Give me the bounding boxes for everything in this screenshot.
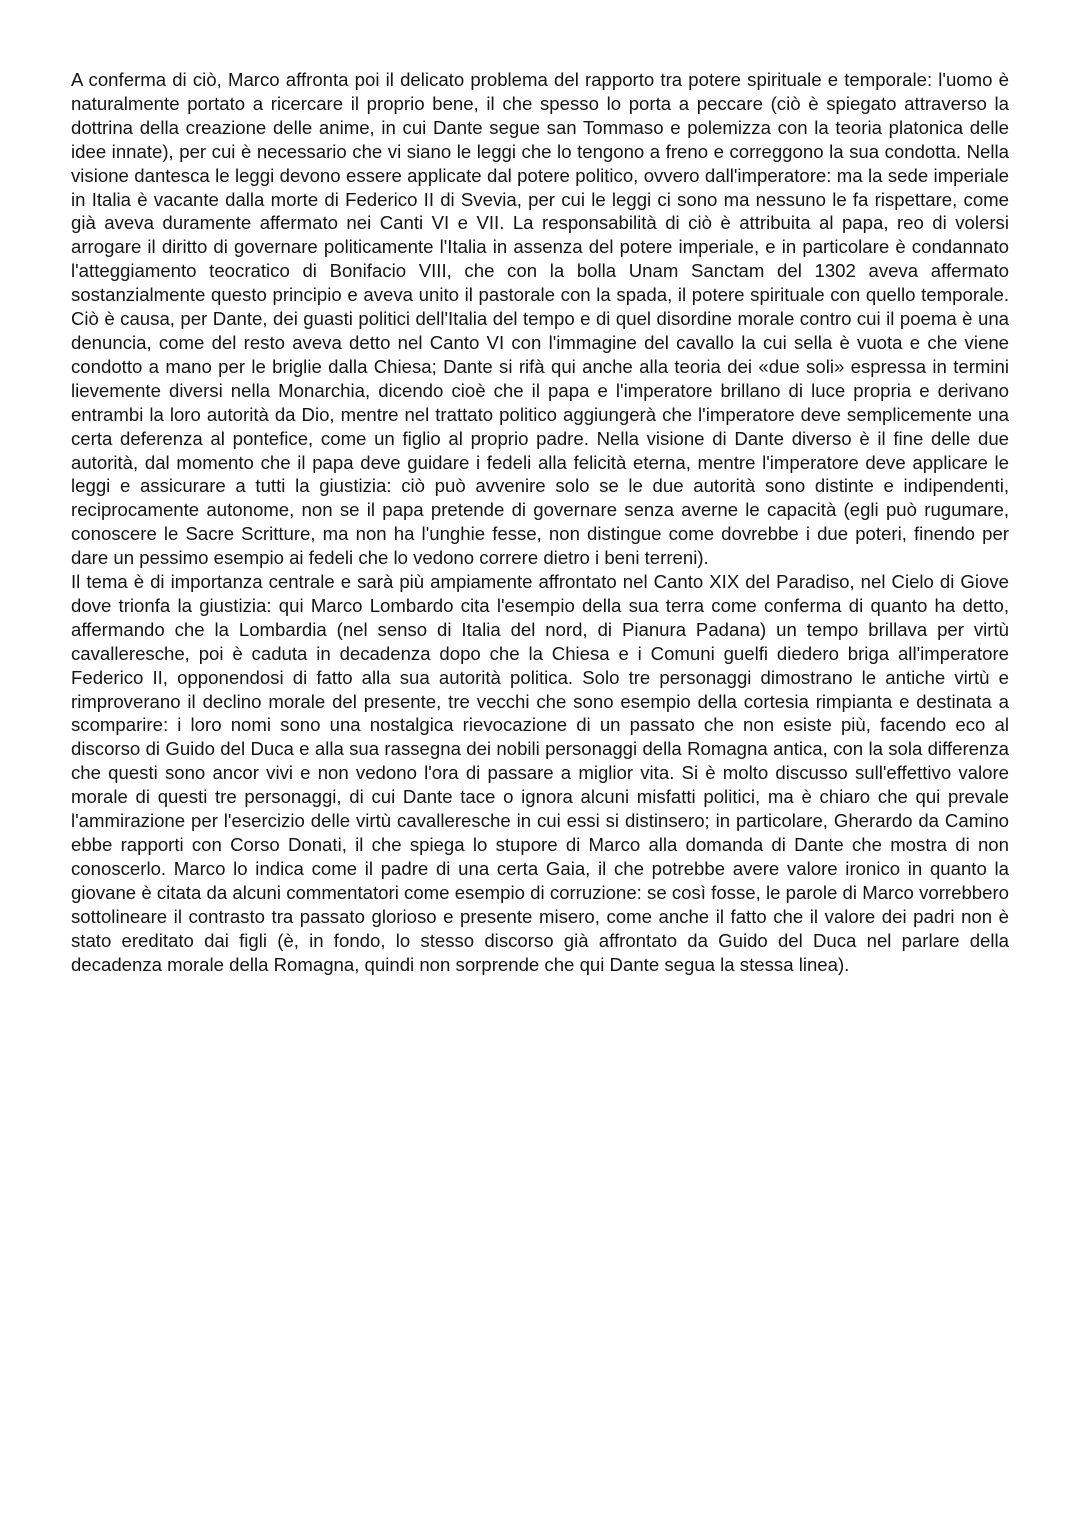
document-page (71, 68, 1009, 976)
paragraph-lombardia-decadenza: Il tema è di importanza centrale e sarà più ampiamente affrontato nel Canto XIX del Paradiso, nel Cielo di Giove dove trionfa la giustizia: qui Marco Lombardo cita l'esempio della sua terra come conferma di quanto ha detto, affermando che la Lombardia (nel senso di Italia del nord, di Pianura Padana) un tempo brillava per virtù cavalleresche, poi è caduta in decadenza dopo che la Chiesa e i Comuni guelfi diedero briga all'imperatore Federico II, opponendosi di fatto alla sua autorità politica. Solo tre personaggi dimostrano le antiche virtù e rimproverano il declino morale del presente, tre vecchi che sono esempio della cortesia rimpianta e destinata a scomparire: i loro nomi sono una nostalgica rievocazione di un passato che non esiste più, facendo eco al discorso di Guido del Duca e alla sua rassegna dei nobili personaggi della Romagna antica, con la sola differenza che questi sono ancor vivi e non vedono l'ora di passare a miglior vita. Si è molto discusso sull'effettivo valore morale di questi tre personaggi, di cui Dante tace o ignora alcuni misfatti politici, ma è chiaro che qui prevale l'ammirazione per l'esercizio delle virtù cavalleresche in cui essi si distinsero; in particolare, Gherardo da Camino ebbe rapporti con Corso Donati, il che spiega lo stupore di Marco alla domanda di Dante che mostra di non conoscerlo. Marco lo indica come il padre di una certa Gaia, il che potrebbe avere valore ironico in quanto la giovane è citata da alcuni commentatori come esempio di corruzione: se così fosse, le parole di Marco vorrebbero sottolineare il contrasto tra passato glorioso e presente misero, come anche il fatto che il valore dei padri non è stato ereditato dai figli (è, in fondo, lo stesso discorso già affrontato da Guido del Duca nel parlare della decadenza morale della Romagna, quindi non sorprende che qui Dante segua la stessa linea). (71, 571, 1009, 975)
paragraph-potere-spirituale-temporale: A conferma di ciò, Marco affronta poi il delicato problema del rapporto tra potere spirituale e temporale: l'uomo è naturalmente portato a ricercare il proprio bene, il che spesso lo porta a peccare (ciò è spiegato attraverso la dottrina della creazione delle anime, in cui Dante segue san Tommaso e polemizza con la teoria platonica delle idee innate), per cui è necessario che vi siano le leggi che lo tengono a freno e correggono la sua condotta. Nella visione dantesca le leggi devono essere applicate dal potere politico, ovvero dall'imperatore: ma la sede imperiale in Italia è vacante dalla morte di Federico II di Svevia, per cui le leggi ci sono ma nessuno le fa rispettare, come già aveva duramente affermato nei Canti VI e VII. La responsabilità di ciò è attribuita al papa, reo di volersi arrogare il diritto di governare politicamente l'Italia in assenza del potere imperiale, e in particolare è condannato l'atteggiamento teocratico di Bonifacio VIII, che con la bolla Unam Sanctam del 1302 aveva affermato sostanzialmente questo principio e aveva unito il pastorale con la spada, il potere spirituale con quello temporale. Ciò è causa, per Dante, dei guasti politici dell'Italia del tempo e di quel disordine morale contro cui il poema è una denuncia, come del resto aveva detto nel Canto VI con l'immagine del cavallo la cui sella è vuota e che viene condotto a mano per le briglie dalla Chiesa; Dante si rifà qui anche alla teoria dei «due soli» espressa in termini lievemente diversi nella Monarchia, dicendo cioè che il papa e l'imperatore brillano di luce propria e derivano entrambi la loro autorità da Dio, mentre nel trattato politico aggiungerà che l'imperatore deve semplicemente una certa deferenza al pontefice, come un figlio al proprio padre. Nella visione di Dante diverso è il fine delle due autorità, dal momento che il papa deve guidare i fedeli alla felicità eterna, mentre l'imperatore deve applicare le leggi e assicurare a tutti la giustizia: ciò può avvenire solo se le due autorità sono distinte e indipendenti, reciprocamente autonome, non se il papa pretende di governare senza averne le capacità (egli può rugumare, conoscere le Sacre Scritture, ma non ha l'unghie fesse, non distingue come dovrebbe i due poteri, finendo per dare un pessimo esempio ai fedeli che lo vedono correre dietro i beni terreni). (71, 69, 1009, 569)
